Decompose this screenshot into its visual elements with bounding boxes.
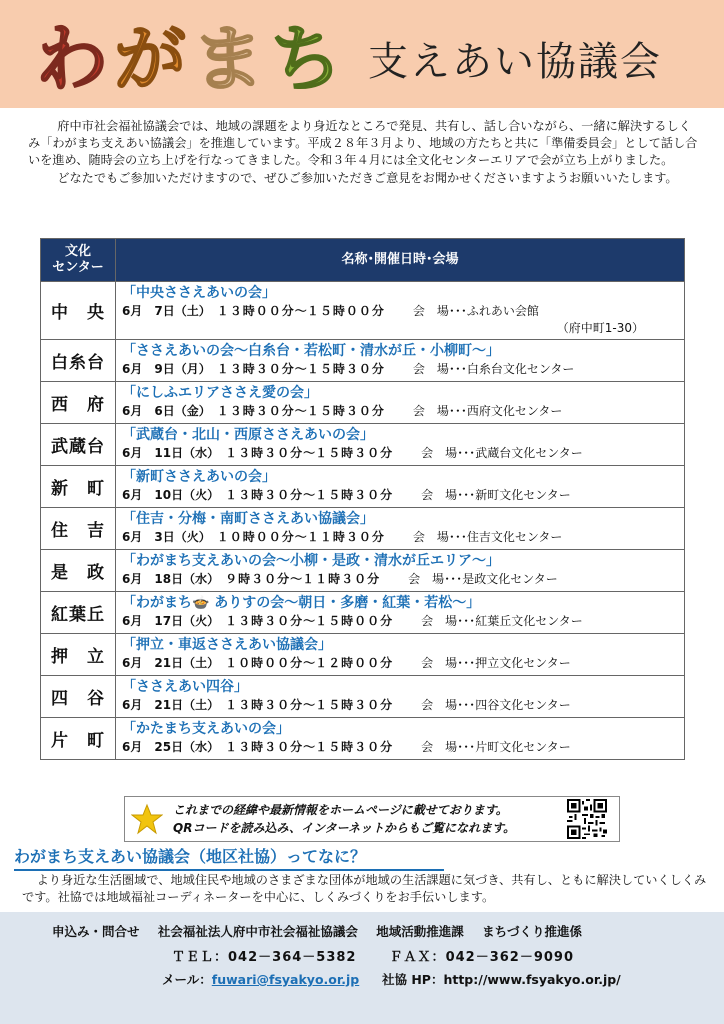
event-schedule: 6月 3日（火） １０時００分～１１時３０分 会 場･･･住吉文化センター	[122, 530, 563, 544]
intro-paragraph-1: 府中市社会福祉協議会では、地域の課題をより身近なところで発見、共有し、話し合いながら、一緒に解決するしくみ「わがまち支えあい協議会」を推進しています。平成２８年３月より、地域の方たちと共に「準備委員会」として話し合いを進め、随時会の立ち上げを行なってきました。令和３年４月には全文化センターエリアで会が立ち上がりました。	[28, 119, 698, 168]
event-info	[116, 424, 685, 466]
faq-body	[22, 872, 712, 906]
event-month: 6	[122, 572, 131, 586]
event-day: 11	[154, 446, 172, 460]
event-start: １３時３０分	[225, 614, 304, 628]
event-info	[116, 466, 685, 508]
event-schedule: 6月 7日（土） １３時００分～１５時００分 会 場･･･ふれあい会館	[122, 304, 539, 318]
logo-char-chi: ち	[270, 17, 343, 98]
event-start: ９時３０分	[225, 572, 291, 586]
event-venue: 四谷文化センター	[475, 698, 571, 712]
table-row	[41, 676, 685, 718]
event-month: 6	[122, 304, 131, 318]
table-row	[41, 718, 685, 760]
tel-number[interactable]: 042－364－5382	[228, 950, 357, 965]
event-venue: 白糸台文化センター	[466, 362, 575, 376]
event-end: １５時３０分	[306, 362, 385, 376]
event-info	[116, 676, 685, 718]
table-header-center: 文化 センター	[41, 239, 116, 282]
notice-line-2: QRコードを読み込み、インターネットからもご覧になれます。	[173, 821, 516, 835]
event-dow: 土	[195, 698, 208, 712]
event-schedule: 6月 25日（水） １３時３０分～１５時３０分 会 場･･･片町文化センター	[122, 740, 571, 754]
event-schedule: 6月 18日（水） ９時３０分～１１時３０分 会 場･･･是政文化センター	[122, 572, 558, 586]
table-row	[41, 382, 685, 424]
faq-title: わがまち支えあい協議会（地区社協）ってなに？	[14, 844, 444, 871]
event-venue: 押立文化センター	[475, 656, 571, 670]
event-end: １５時００分	[315, 614, 394, 628]
star-icon	[131, 803, 163, 835]
event-schedule: 6月 9日（月） １３時３０分～１５時３０分 会 場･･･白糸台文化センター	[122, 362, 575, 376]
event-day: 3	[154, 530, 163, 544]
phone-line	[172, 946, 574, 965]
event-month: 6	[122, 404, 131, 418]
org-name: 社会福祉法人府中市社会福祉協議会	[157, 924, 358, 939]
center-name: 紅葉丘	[41, 592, 116, 634]
event-schedule: 6月 10日（火） １３時３０分～１５時３０分 会 場･･･新町文化センター	[122, 488, 571, 502]
event-month: 6	[122, 656, 131, 670]
event-start: １３時３０分	[216, 404, 295, 418]
page-subtitle: 支えあい協議会	[368, 39, 662, 85]
event-dow: 水	[195, 740, 208, 754]
event-dow: 金	[186, 404, 199, 418]
event-name: 「住吉・分梅・南町ささえあい協議会」	[122, 511, 374, 527]
event-month: 6	[122, 446, 131, 460]
email-link[interactable]: fuwari@fsyakyo.or.jp	[211, 972, 360, 987]
event-start: １０時００分	[216, 530, 295, 544]
event-month: 6	[122, 740, 131, 754]
table-row	[41, 282, 685, 340]
event-month: 6	[122, 488, 131, 502]
event-name: 「ささえあいの会～白糸台・若松町・清水が丘・小柳町～」	[122, 343, 500, 359]
event-name: 「わがまち支えあいの会～小柳・是政・清水が丘エリア～」	[122, 553, 500, 569]
tel-label: ＴＥＬ：	[172, 950, 229, 965]
event-day: 7	[154, 304, 163, 318]
table-row	[41, 634, 685, 676]
event-day: 25	[154, 740, 172, 754]
event-end: １５時３０分	[315, 488, 394, 502]
event-dow: 水	[195, 572, 208, 586]
event-info	[116, 634, 685, 676]
event-name: 「にしふエリアささえ愛の会」	[122, 385, 318, 401]
event-schedule: 6月 6日（金） １３時３０分～１５時３０分 会 場･･･西府文化センター	[122, 404, 563, 418]
fax-label: ＦＡＸ：	[389, 950, 446, 965]
web-line	[162, 970, 621, 988]
center-name: 片 町	[41, 718, 116, 760]
event-start: １３時３０分	[225, 446, 304, 460]
event-dow: 土	[195, 656, 208, 670]
table-row	[41, 424, 685, 466]
event-start: １３時３０分	[225, 698, 304, 712]
event-venue: 武蔵台文化センター	[475, 446, 583, 460]
event-dow: 火	[195, 488, 208, 502]
event-info	[116, 592, 685, 634]
center-name: 白糸台	[41, 340, 116, 382]
event-name: 「武蔵台・北山・西原ささえあいの会」	[122, 427, 374, 443]
center-name: 四 谷	[41, 676, 116, 718]
event-venue-note: （府中町1-30）	[556, 321, 644, 335]
event-venue: 新町文化センター	[475, 488, 571, 502]
logo-char-ma: ま	[192, 17, 265, 98]
dept-name: 地域活動推進課	[376, 924, 464, 939]
notice-line-1: これまでの経緯や最新情報をホームページに載せております。	[173, 803, 508, 817]
center-name: 住 吉	[41, 508, 116, 550]
fax-number: 042－362－9090	[445, 950, 575, 965]
mail-label: メール：	[162, 972, 212, 987]
table-row	[41, 550, 685, 592]
event-venue: 片町文化センター	[475, 740, 571, 754]
event-day: 10	[154, 488, 172, 502]
center-name: 武蔵台	[41, 424, 116, 466]
event-month: 6	[122, 530, 131, 544]
event-dow: 火	[195, 614, 208, 628]
event-name: 「中央ささえあいの会」	[122, 285, 276, 301]
contact-label: 申込み・問合せ	[52, 924, 140, 939]
event-dow: 水	[195, 446, 208, 460]
event-info	[116, 718, 685, 760]
event-start: １０時００分	[225, 656, 304, 670]
event-day: 21	[154, 656, 172, 670]
intro-paragraph-2: どなたでもご参加いただけますので、ぜひご参加いただきご意見をお聞かせくださいますようお願いいたします。	[57, 170, 678, 185]
intro-text	[28, 118, 698, 187]
schedule-table	[40, 238, 685, 760]
event-venue: 是政文化センター	[462, 572, 558, 586]
notice-box	[124, 796, 620, 842]
table-row	[41, 466, 685, 508]
event-name: 「ささえあい四谷」	[122, 679, 248, 695]
qr-code-icon[interactable]	[567, 799, 607, 839]
event-day: 21	[154, 698, 172, 712]
event-end: １１時３０分	[302, 572, 381, 586]
event-name: 「押立・車返ささえあい協議会」	[122, 637, 332, 653]
event-name: 「新町ささえあいの会」	[122, 469, 276, 485]
event-day: 9	[154, 362, 163, 376]
event-month: 6	[122, 698, 131, 712]
team-name: まちづくり推進係	[482, 924, 583, 939]
page-header	[0, 0, 724, 108]
hp-label: 社協 HP：	[381, 972, 444, 987]
table-row	[41, 508, 685, 550]
event-info	[116, 340, 685, 382]
event-venue: 住吉文化センター	[466, 530, 563, 544]
event-info	[116, 508, 685, 550]
event-day: 18	[154, 572, 172, 586]
event-day: 6	[154, 404, 163, 418]
event-end: １５時３０分	[306, 404, 385, 418]
logo-char-wa: わ	[36, 17, 109, 98]
event-dow: 土	[186, 304, 199, 318]
event-name: 「かたまち支えあいの会」	[122, 721, 290, 737]
faq-paragraph: より身近な生活圏域で、地域住民や地域のさまざまな団体が地域の生活課題に気づき、共有し、ともに解決していくしくみです。社協では地域福祉コーディネーターを中心に、しくみづくりをお手伝いします。	[22, 873, 707, 904]
event-month: 6	[122, 614, 131, 628]
table-row	[41, 340, 685, 382]
event-start: １３時３０分	[216, 362, 295, 376]
center-name: 押 立	[41, 634, 116, 676]
event-schedule: 6月 11日（水） １３時３０分～１５時３０分 会 場･･･武蔵台文化センター	[122, 446, 583, 460]
event-start: １３時００分	[216, 304, 295, 318]
event-day: 17	[154, 614, 172, 628]
center-name: 新 町	[41, 466, 116, 508]
event-dow: 月	[186, 362, 199, 376]
event-schedule: 6月 21日（土） １０時００分～１２時００分 会 場･･･押立文化センター	[122, 656, 571, 670]
event-schedule: 6月 17日（火） １３時３０分～１５時００分 会 場･･･紅葉丘文化センター	[122, 614, 583, 628]
event-end: １１時３０分	[306, 530, 385, 544]
event-start: １３時３０分	[225, 488, 304, 502]
center-name: 西 府	[41, 382, 116, 424]
event-end: １５時３０分	[315, 740, 394, 754]
event-schedule: 6月 21日（土） １３時３０分～１５時３０分 会 場･･･四谷文化センター	[122, 698, 571, 712]
contact-footer	[0, 912, 724, 1024]
table-row	[41, 592, 685, 634]
logo-char-ga: が	[114, 17, 187, 98]
center-name: 是 政	[41, 550, 116, 592]
event-info	[116, 382, 685, 424]
event-venue: ふれあい会館	[466, 304, 539, 318]
event-info	[116, 282, 685, 340]
homepage-link[interactable]: http://www.fsyakyo.or.jp/	[443, 972, 621, 987]
event-info	[116, 550, 685, 592]
event-venue: 紅葉丘文化センター	[475, 614, 583, 628]
event-start: １３時３０分	[225, 740, 304, 754]
event-dow: 火	[186, 530, 199, 544]
event-end: １５時３０分	[315, 446, 394, 460]
event-name: 「わがまち🍲 ありすの会～朝日・多磨・紅葉・若松～」	[122, 595, 481, 611]
wagamachi-logo	[36, 14, 356, 98]
contact-line	[52, 922, 582, 940]
center-name: 中 央	[41, 282, 116, 340]
event-end: １５時００分	[306, 304, 385, 318]
event-end: １５時３０分	[315, 698, 394, 712]
event-month: 6	[122, 362, 131, 376]
event-end: １２時００分	[315, 656, 394, 670]
table-header-info: 名称･開催日時･会場	[116, 239, 685, 282]
event-venue: 西府文化センター	[466, 404, 563, 418]
